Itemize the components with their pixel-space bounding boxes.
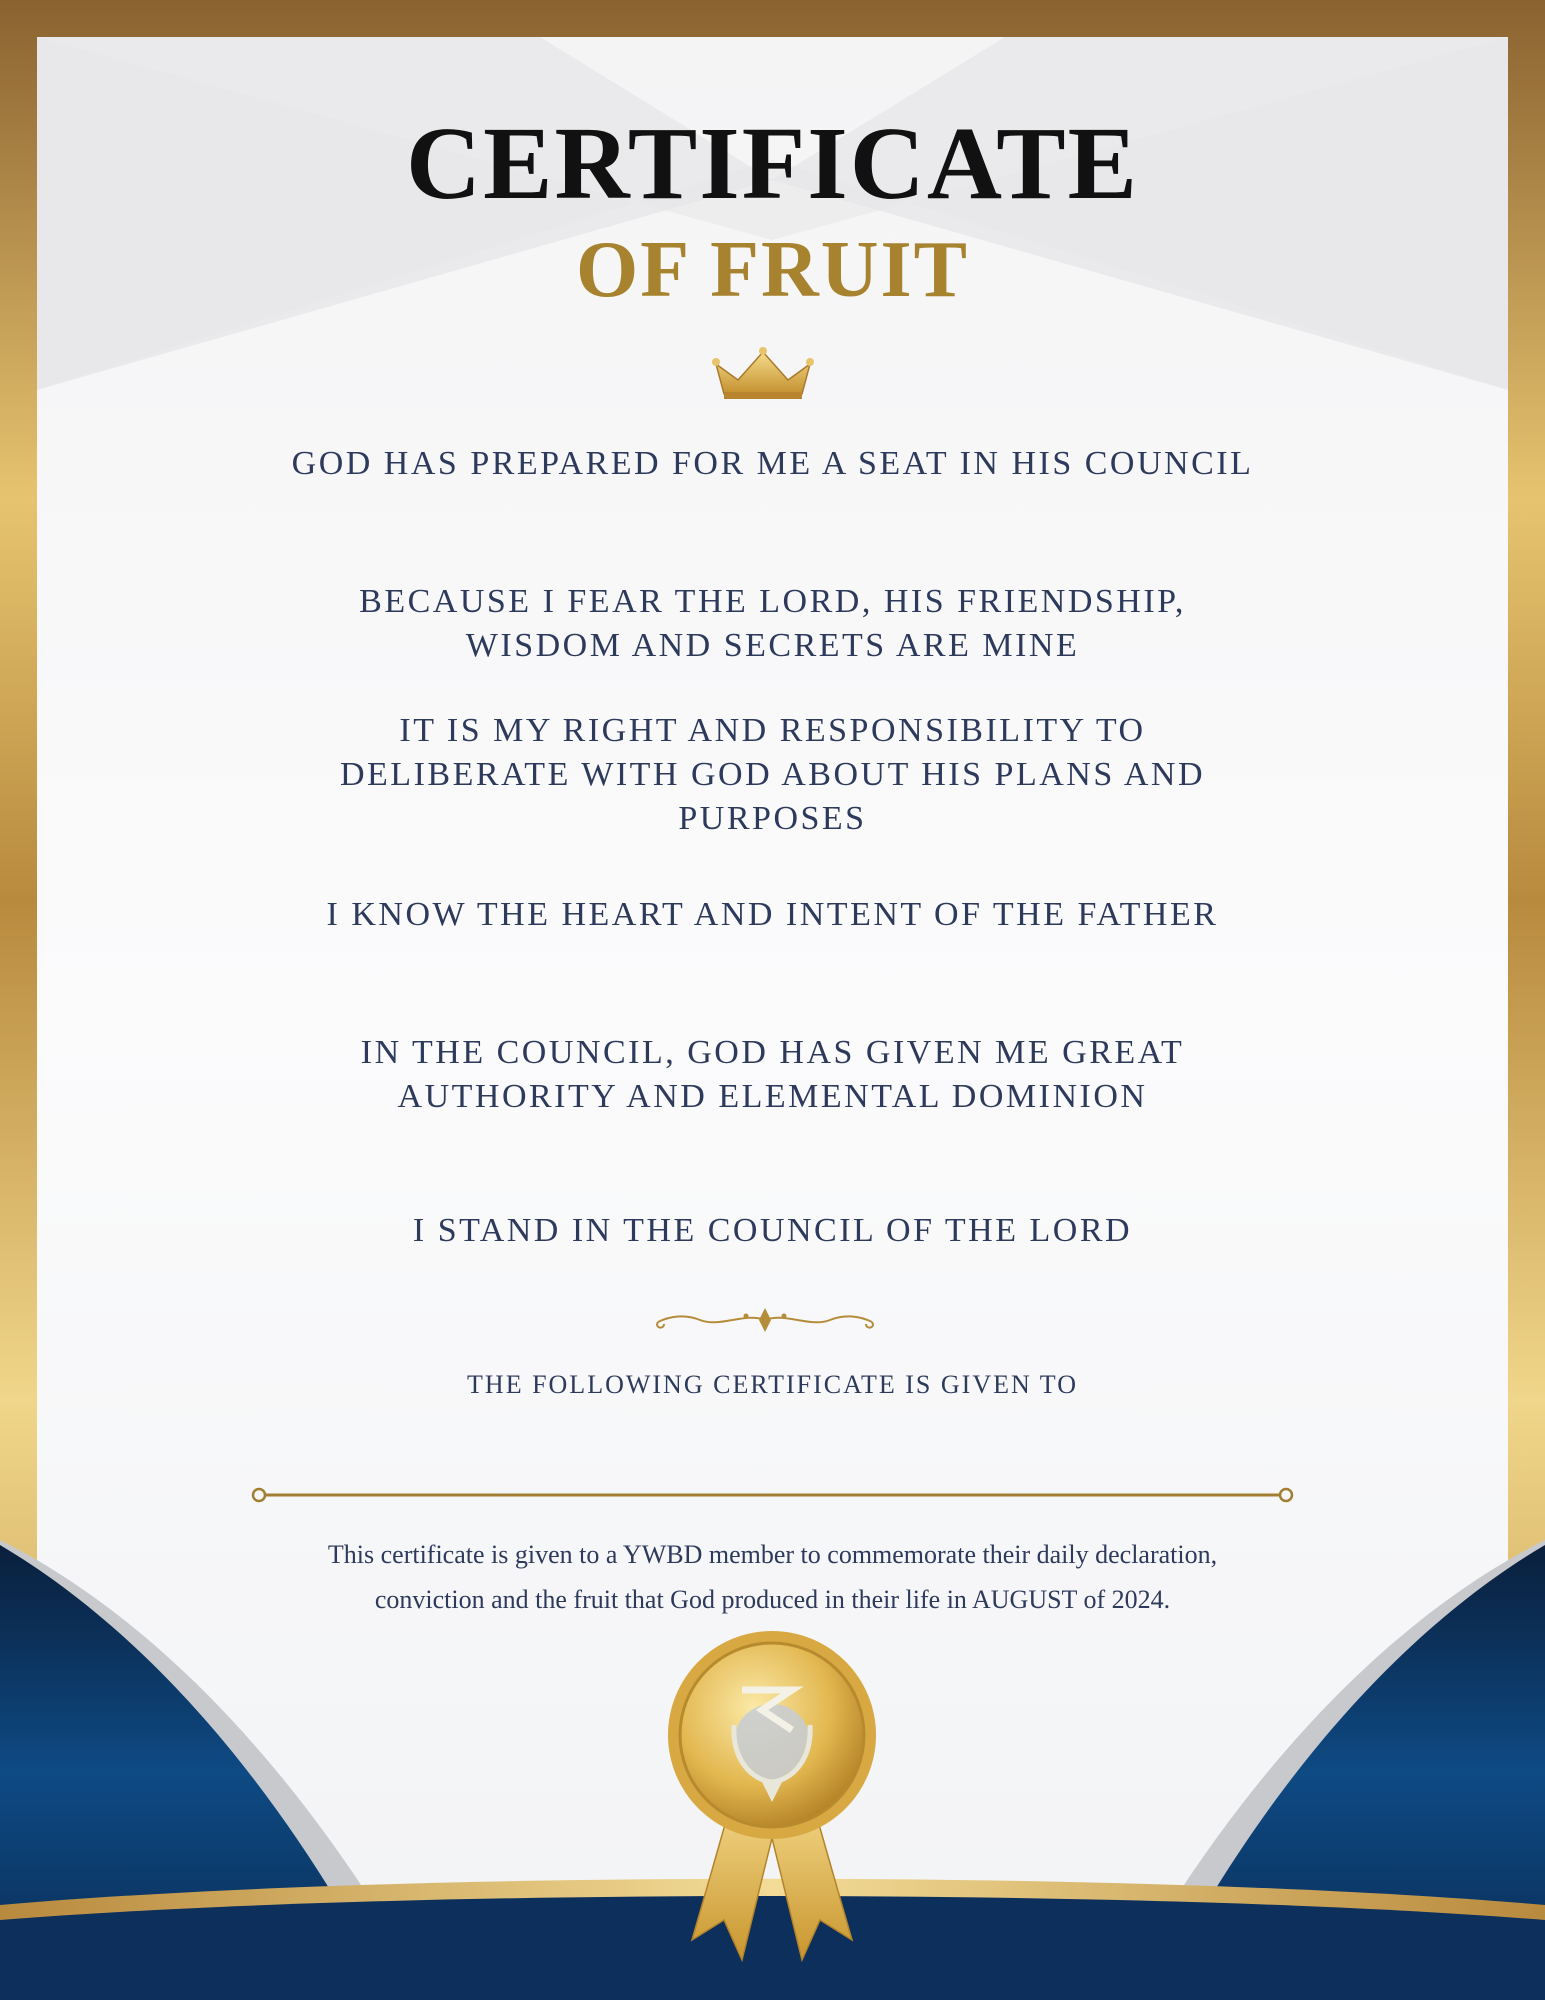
flourish-divider-icon (650, 1302, 880, 1338)
certificate-title: CERTIFICATE (406, 106, 1139, 221)
certificate-footer-text: This certificate is given to a YWBD member to commemorate their daily declaration, conviction and the fruit that God produced in their life in AUGUST of 2024. (327, 1540, 1218, 1614)
declaration-6: I STAND IN THE COUNCIL OF THE LORD (412, 1212, 1133, 1249)
given-to-label: THE FOLLOWING CERTIFICATE IS GIVEN TO (467, 1370, 1078, 1399)
crown-icon (710, 346, 816, 402)
declaration-2: BECAUSE I FEAR THE LORD, HIS FRIENDSHIP, WISDOM AND SECRETS ARE MINE (359, 583, 1186, 664)
declaration-4: I KNOW THE HEART AND INTENT OF THE FATHER (326, 896, 1219, 933)
recipient-name-line (250, 1484, 1295, 1506)
declaration-5: IN THE COUNCIL, GOD HAS GIVEN ME GREAT AUTHORITY AND ELEMENTAL DOMINION (360, 1034, 1185, 1115)
gold-ribbon-medal-icon (662, 1630, 882, 1980)
certificate-subtitle: OF FRUIT (575, 226, 970, 314)
declaration-3: IT IS MY RIGHT AND RESPONSIBILITY TO DELIBERATE WITH GOD ABOUT HIS PLANS AND PURPOSES (339, 712, 1206, 837)
declaration-1: GOD HAS PREPARED FOR ME A SEAT IN HIS COUNCIL (291, 445, 1254, 482)
